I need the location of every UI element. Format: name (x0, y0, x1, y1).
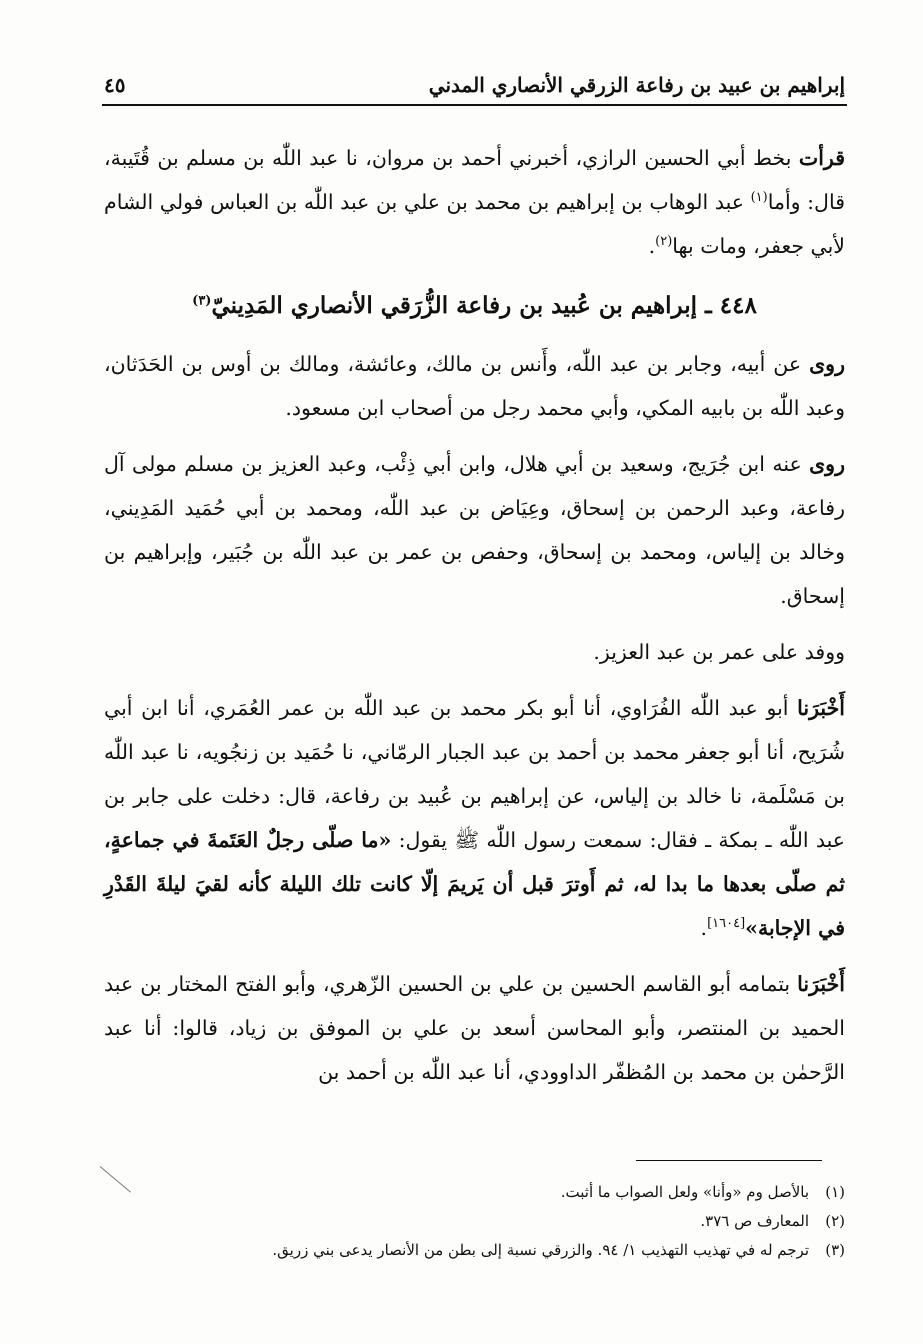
paragraph-lead: أَخْبَرَنا (797, 972, 845, 996)
paragraph-text: عنه ابن جُرَيج، وسعيد بن أبي هلال، وابن أبي ذِئْب، وعبد العزيز بن مسلم مولى آل رفاعة، وعبد الرحمن بن إسحاق، وعِيَاض بن عبد اللّٰه، ومحمد بن أبي حُمَيد المَدِيني، وخالد بن إلياس، ومحمد بن إسحاق، وحفص بن عمر بن عبد اللّٰه بن جُبَير، وإبراهيم بن إسحاق. (104, 452, 845, 608)
paragraph-1 (104, 136, 845, 268)
footnote-2 (104, 1207, 845, 1236)
page-number: ٤٥ (104, 73, 126, 97)
header-rule (102, 104, 847, 106)
footnote-ref: (٢) (655, 234, 673, 250)
paragraph-2 (104, 342, 845, 430)
hadith-ref: [١٦٠٤] (707, 916, 746, 932)
footnote-text: ترجم له في تهذيب التهذيب ١/ ٩٤. والزرقي نسبة إلى بطن من الأنصار يدعى بني زريق. (272, 1241, 809, 1259)
paragraph-lead: أَخْبَرَنا (797, 696, 845, 720)
paragraph-4 (104, 630, 845, 674)
paragraph-text: ووفد على عمر بن عبد العزيز. (593, 640, 845, 664)
footnote-text: بالأصل وم «وأنا» ولعل الصواب ما أثبت. (560, 1183, 809, 1201)
paragraph-text: عن أبيه، وجابر بن عبد اللّٰه، وأَنس بن مالك، وعائشة، ومالك بن أوس بن الحَدَثان، وعبد اللّٰه بن بابيه المكي، وأبي محمد رجل من أصحاب ابن مسعود. (104, 352, 845, 420)
footnote-ref: (١) (750, 190, 768, 206)
entry-heading-text: ٤٤٨ ـ إبراهيم بن عُبيد بن رفاعة الزُّرَقي الأنصاري المَدِينيّ (211, 292, 757, 319)
paragraph-text: بخط أبي الحسين الرازي، أخبرني أحمد بن مروان، نا عبد اللّٰه بن مسلم بن قُتَيبة، قال: وأما (104, 146, 845, 214)
footnote-text: المعارف ص ٣٧٦. (700, 1212, 809, 1230)
entry-heading (104, 280, 845, 332)
paragraph-5 (104, 686, 845, 950)
footnote-ref: (٣) (192, 293, 212, 309)
paragraph-text: أبو عبد اللّٰه الفُرَاوي، أنا أبو بكر محمد بن عبد اللّٰه بن عمر العُمَري، أنا ابن أبي شُرَيح، أنا أبو جعفر محمد بن أحمد بن عبد الجبار الرمّاني، نا حُمَيد بن زنجُويه، نا عبد اللّٰه بن مَسْلَمة، نا خالد بن إلياس، عن إبراهيم بن عُبيد بن رفاعة، قال: دخلت على جابر بن عبد اللّٰه ـ بمكة ـ فقال: سمعت رسول اللّٰه ﷺ يقول: (104, 696, 846, 852)
paragraph-3 (104, 442, 845, 618)
footnote-3 (104, 1236, 845, 1265)
footnotes (104, 1178, 845, 1265)
footnote-rule (636, 1160, 822, 1161)
footnote-1 (104, 1178, 845, 1207)
running-title: إبراهيم بن عبيد بن رفاعة الزرقي الأنصاري المدني (428, 73, 845, 97)
paragraph-text: بتمامه أبو القاسم الحسين بن علي بن الحسين الزّهري، وأبو الفتح المختار بن عبد الحميد بن المنتصر، وأبو المحاسن أسعد بن علي بن الموفق بن زياد، قالوا: أنا عبد الرَّحمٰن بن محمد بن المُظفّر الداوودي، أنا عبد اللّٰه بن أحمد بن (104, 972, 845, 1084)
main-text (104, 136, 845, 1106)
footnote-number: (١) (825, 1183, 845, 1201)
paragraph-6 (104, 962, 845, 1094)
paragraph-lead: روى (809, 452, 845, 476)
paragraph-lead: روى (809, 352, 845, 376)
footnote-number: (٣) (825, 1241, 845, 1259)
paragraph-end: . (700, 916, 708, 940)
paragraph-end: . (648, 234, 656, 258)
hadith-quote: «ما صلّى رجلٌ العَتَمةَ في جماعةٍ، ثم صلّى بعدها ما بدا له، ثم أَوترَ قبل أن يَريمَ إلّا كانت تلك الليلة كأنه لقيَ ليلةَ القَدْرِ في الإجابة» (104, 828, 845, 940)
paragraph-lead: قرأت (798, 146, 845, 170)
running-header (104, 68, 845, 102)
paragraph-text: عبد الوهاب بن إبراهيم بن محمد بن علي بن عبد اللّٰه بن العباس فولي الشام لأبي جعفر، ومات بها (104, 190, 845, 258)
footnote-number: (٢) (825, 1212, 845, 1230)
